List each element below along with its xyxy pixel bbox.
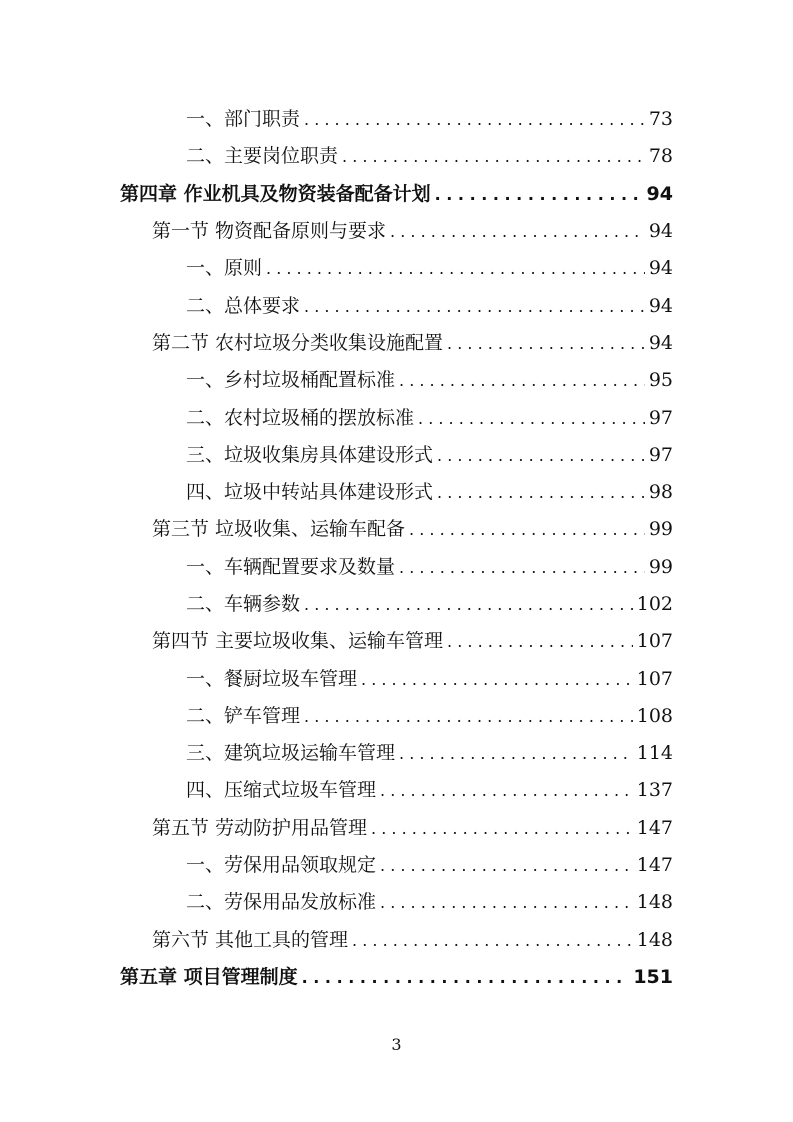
- table-of-contents: [0, 101, 793, 996]
- toc-dot-leader: [371, 819, 633, 838]
- toc-entry-title: 二、车辆参数: [186, 595, 304, 614]
- toc-dot-leader: [361, 670, 633, 689]
- toc-chapter-entry[interactable]: [0, 959, 793, 996]
- toc-entry-title: 一、餐厨垃圾车管理: [186, 670, 361, 689]
- toc-entry-page: 137: [633, 781, 673, 800]
- toc-dot-leader: [304, 110, 645, 129]
- toc-dot-leader: [342, 147, 645, 166]
- toc-dot-leader: [380, 781, 633, 800]
- toc-dot-leader: [437, 483, 645, 502]
- toc-chapter-entry[interactable]: [0, 176, 793, 213]
- toc-subsection-entry[interactable]: [0, 362, 793, 399]
- toc-dot-leader: [399, 371, 645, 390]
- toc-dot-leader: [380, 856, 633, 875]
- toc-entry-title: 二、农村垃圾桶的摆放标准: [186, 409, 418, 428]
- toc-entry-title: 二、铲车管理: [186, 707, 304, 726]
- toc-subsection-entry[interactable]: [0, 735, 793, 772]
- toc-subsection-entry[interactable]: [0, 287, 793, 324]
- toc-entry-page: 97: [645, 446, 673, 465]
- toc-entry-page: 102: [633, 595, 673, 614]
- toc-entry-title: 第六节 其他工具的管理: [152, 931, 352, 950]
- toc-subsection-entry[interactable]: [0, 474, 793, 511]
- toc-subsection-entry[interactable]: [0, 586, 793, 623]
- toc-dot-leader: [409, 520, 645, 539]
- toc-entry-title: 第二节 农村垃圾分类收集设施配置: [152, 334, 447, 353]
- toc-entry-title: 二、主要岗位职责: [186, 147, 342, 166]
- toc-entry-title: 第四节 主要垃圾收集、运输车管理: [152, 632, 447, 651]
- toc-dot-leader: [304, 707, 633, 726]
- toc-subsection-entry[interactable]: [0, 772, 793, 809]
- toc-entry-page: 95: [645, 371, 673, 390]
- toc-dot-leader: [380, 893, 633, 912]
- toc-entry-page: 107: [633, 670, 673, 689]
- toc-entry-page: 147: [633, 856, 673, 875]
- toc-entry-title: 第一节 物资配备原则与要求: [152, 222, 390, 241]
- toc-subsection-entry[interactable]: [0, 101, 793, 138]
- toc-entry-page: 147: [633, 819, 673, 838]
- toc-entry-title: 一、部门职责: [186, 110, 304, 129]
- toc-section-entry[interactable]: [0, 511, 793, 548]
- toc-dot-leader: [302, 968, 630, 987]
- toc-dot-leader: [399, 744, 633, 763]
- toc-entry-title: 三、建筑垃圾运输车管理: [186, 744, 399, 763]
- toc-dot-leader: [352, 931, 633, 950]
- toc-subsection-entry[interactable]: [0, 884, 793, 921]
- toc-section-entry[interactable]: [0, 810, 793, 847]
- toc-subsection-entry[interactable]: [0, 399, 793, 436]
- toc-subsection-entry[interactable]: [0, 660, 793, 697]
- toc-entry-title: 三、垃圾收集房具体建设形式: [186, 446, 437, 465]
- toc-entry-page: 94: [645, 222, 673, 241]
- toc-entry-page: 78: [645, 147, 673, 166]
- toc-entry-page: 108: [633, 707, 673, 726]
- toc-subsection-entry[interactable]: [0, 138, 793, 175]
- toc-dot-leader: [418, 409, 645, 428]
- toc-dot-leader: [447, 334, 645, 353]
- toc-entry-title: 二、劳保用品发放标准: [186, 893, 380, 912]
- toc-entry-page: 151: [629, 968, 673, 987]
- toc-dot-leader: [447, 632, 633, 651]
- toc-entry-page: 99: [645, 558, 673, 577]
- toc-entry-title: 四、垃圾中转站具体建设形式: [186, 483, 437, 502]
- toc-entry-page: 98: [645, 483, 673, 502]
- toc-entry-title: 一、乡村垃圾桶配置标准: [186, 371, 399, 390]
- toc-dot-leader: [266, 259, 645, 278]
- toc-entry-title: 一、原则: [186, 259, 266, 278]
- toc-dot-leader: [435, 185, 643, 204]
- toc-entry-page: 148: [633, 931, 673, 950]
- toc-subsection-entry[interactable]: [0, 437, 793, 474]
- page-number: 3: [391, 1035, 402, 1054]
- toc-section-entry[interactable]: [0, 213, 793, 250]
- toc-subsection-entry[interactable]: [0, 847, 793, 884]
- toc-entry-title: 第五章 项目管理制度: [120, 968, 302, 987]
- toc-dot-leader: [399, 558, 645, 577]
- toc-entry-title: 第四章 作业机具及物资装备配备计划: [120, 185, 435, 204]
- toc-entry-title: 一、车辆配置要求及数量: [186, 558, 399, 577]
- toc-section-entry[interactable]: [0, 922, 793, 959]
- toc-subsection-entry[interactable]: [0, 250, 793, 287]
- toc-dot-leader: [304, 297, 645, 316]
- toc-entry-title: 第五节 劳动防护用品管理: [152, 819, 371, 838]
- toc-entry-page: 94: [643, 185, 673, 204]
- toc-entry-title: 二、总体要求: [186, 297, 304, 316]
- toc-entry-page: 97: [645, 409, 673, 428]
- toc-entry-title: 一、劳保用品领取规定: [186, 856, 380, 875]
- toc-dot-leader: [304, 595, 633, 614]
- toc-entry-page: 107: [633, 632, 673, 651]
- toc-entry-page: 99: [645, 520, 673, 539]
- toc-entry-page: 114: [633, 744, 673, 763]
- toc-entry-page: 94: [645, 334, 673, 353]
- toc-entry-page: 94: [645, 297, 673, 316]
- toc-subsection-entry[interactable]: [0, 549, 793, 586]
- toc-entry-title: 四、压缩式垃圾车管理: [186, 781, 380, 800]
- toc-dot-leader: [437, 446, 645, 465]
- toc-section-entry[interactable]: [0, 623, 793, 660]
- toc-entry-page: 148: [633, 893, 673, 912]
- toc-entry-page: 94: [645, 259, 673, 278]
- toc-entry-title: 第三节 垃圾收集、运输车配备: [152, 520, 409, 539]
- toc-dot-leader: [390, 222, 645, 241]
- toc-entry-page: 73: [645, 110, 673, 129]
- toc-section-entry[interactable]: [0, 325, 793, 362]
- toc-subsection-entry[interactable]: [0, 698, 793, 735]
